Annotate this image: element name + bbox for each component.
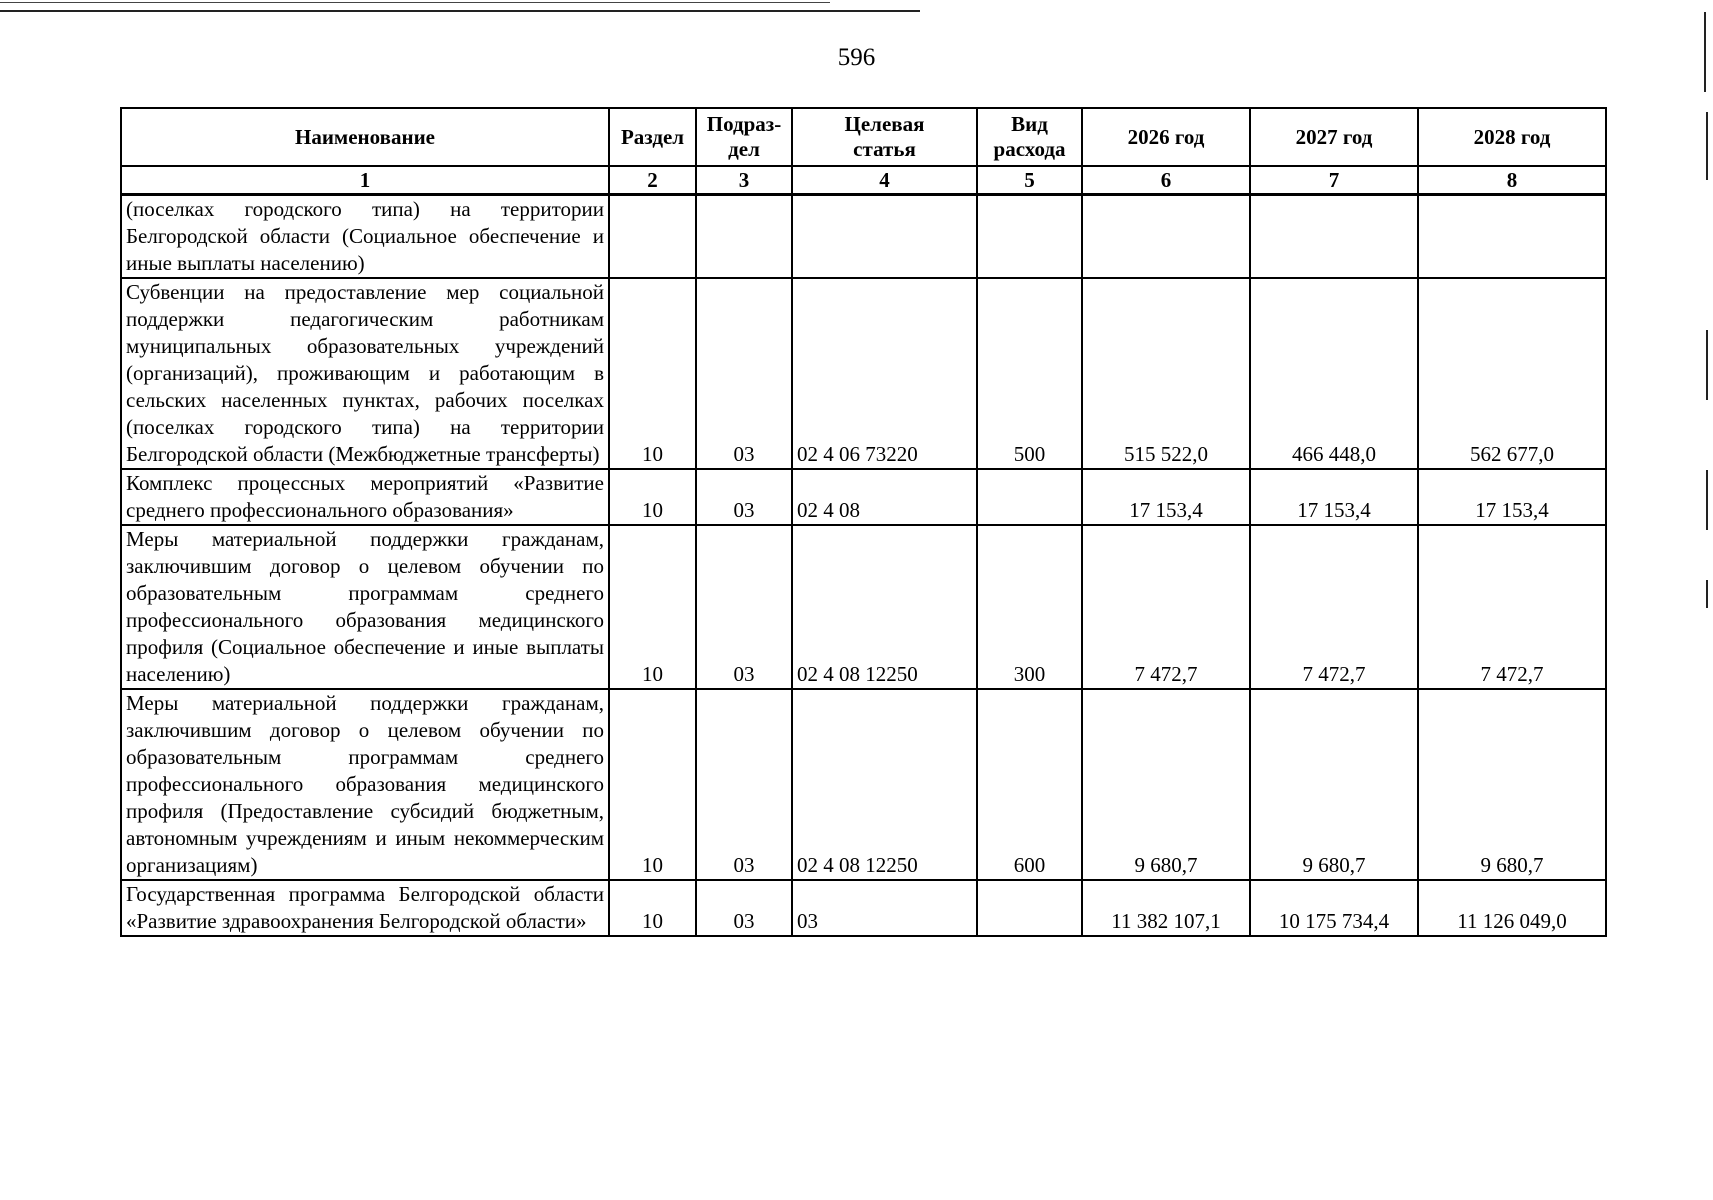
table-row — [121, 278, 1606, 469]
row-2027 — [1250, 195, 1418, 279]
header-razdel: Раздел — [609, 108, 696, 166]
row-razdel: 10 — [609, 689, 696, 880]
row-podrazdel: 03 — [696, 689, 792, 880]
row-name: Меры материальной поддержки гражданам, заключившим договор о целевом обучении по образовательным программам среднего профессионального образования медицинского профиля (Предоставление субсидий бюджетным, автономным учреждениям и иным некоммерческим организациям) — [121, 689, 609, 880]
header-vid: Вид расхода — [977, 108, 1082, 166]
column-number: 1 — [121, 166, 609, 195]
column-number: 7 — [1250, 166, 1418, 195]
row-razdel: 10 — [609, 278, 696, 469]
row-statya: 02 4 08 12250 — [792, 525, 977, 689]
row-2027: 10 175 734,4 — [1250, 880, 1418, 936]
row-2028: 9 680,7 — [1418, 689, 1606, 880]
row-podrazdel: 03 — [696, 278, 792, 469]
row-razdel: 10 — [609, 525, 696, 689]
row-vid: 600 — [977, 689, 1082, 880]
row-name: Государственная программа Белгородской области «Развитие здравоохранения Белгородской области» — [121, 880, 609, 936]
scan-edge-mark — [1706, 330, 1708, 400]
column-number: 6 — [1082, 166, 1250, 195]
row-2026: 515 522,0 — [1082, 278, 1250, 469]
row-name: (поселках городского типа) на территории Белгородской области (Социальное обеспечение и иные выплаты населению) — [121, 195, 609, 279]
row-2027: 466 448,0 — [1250, 278, 1418, 469]
row-name: Меры материальной поддержки гражданам, заключившим договор о целевом обучении по образовательным программам среднего профессионального образования медицинского профиля (Социальное обеспечение и иные выплаты населению) — [121, 525, 609, 689]
header-podrazdel: Подраз- дел — [696, 108, 792, 166]
header-statya: Целевая статья — [792, 108, 977, 166]
row-vid: 300 — [977, 525, 1082, 689]
row-razdel: 10 — [609, 469, 696, 525]
row-2026: 7 472,7 — [1082, 525, 1250, 689]
column-number: 4 — [792, 166, 977, 195]
scan-edge-line — [0, 2, 830, 3]
column-number: 8 — [1418, 166, 1606, 195]
header-2026: 2026 год — [1082, 108, 1250, 166]
row-2027: 9 680,7 — [1250, 689, 1418, 880]
budget-table — [120, 107, 1607, 937]
table-row — [121, 525, 1606, 689]
row-2026: 11 382 107,1 — [1082, 880, 1250, 936]
row-statya: 02 4 06 73220 — [792, 278, 977, 469]
row-2028: 17 153,4 — [1418, 469, 1606, 525]
row-podrazdel: 03 — [696, 880, 792, 936]
row-statya: 02 4 08 — [792, 469, 977, 525]
table-row — [121, 195, 1606, 279]
row-podrazdel: 03 — [696, 469, 792, 525]
row-2027: 7 472,7 — [1250, 525, 1418, 689]
row-2028: 562 677,0 — [1418, 278, 1606, 469]
row-vid — [977, 880, 1082, 936]
row-statya — [792, 195, 977, 279]
row-vid — [977, 195, 1082, 279]
row-2028 — [1418, 195, 1606, 279]
row-podrazdel: 03 — [696, 525, 792, 689]
scan-edge-mark — [1706, 112, 1708, 180]
row-2028: 11 126 049,0 — [1418, 880, 1606, 936]
row-2027: 17 153,4 — [1250, 469, 1418, 525]
row-2028: 7 472,7 — [1418, 525, 1606, 689]
column-number: 5 — [977, 166, 1082, 195]
page-number: 596 — [837, 44, 876, 71]
row-2026: 9 680,7 — [1082, 689, 1250, 880]
row-statya: 03 — [792, 880, 977, 936]
scan-edge-mark — [1706, 580, 1708, 608]
column-number: 3 — [696, 166, 792, 195]
row-razdel — [609, 195, 696, 279]
row-podrazdel — [696, 195, 792, 279]
row-name: Субвенции на предоставление мер социальной поддержки педагогическим работникам муниципальных образовательных учреждений (организаций), проживающим и работающим в сельских населенных пунктах, рабочих поселках (поселках городского типа) на территории Белгородской области (Межбюджетные трансферты) — [121, 278, 609, 469]
row-razdel: 10 — [609, 880, 696, 936]
table-row — [121, 689, 1606, 880]
row-statya: 02 4 08 12250 — [792, 689, 977, 880]
table-row — [121, 469, 1606, 525]
scan-edge-line — [0, 10, 920, 12]
row-vid — [977, 469, 1082, 525]
header-name: Наименование — [121, 108, 609, 166]
row-2026: 17 153,4 — [1082, 469, 1250, 525]
row-name: Комплекс процессных мероприятий «Развитие среднего профессионального образования» — [121, 469, 609, 525]
header-2027: 2027 год — [1250, 108, 1418, 166]
row-vid: 500 — [977, 278, 1082, 469]
row-2026 — [1082, 195, 1250, 279]
table-header-row — [121, 108, 1606, 166]
column-number-row — [121, 166, 1606, 195]
column-number: 2 — [609, 166, 696, 195]
scan-edge-mark — [1706, 470, 1708, 530]
header-2028: 2028 год — [1418, 108, 1606, 166]
table-row — [121, 880, 1606, 936]
